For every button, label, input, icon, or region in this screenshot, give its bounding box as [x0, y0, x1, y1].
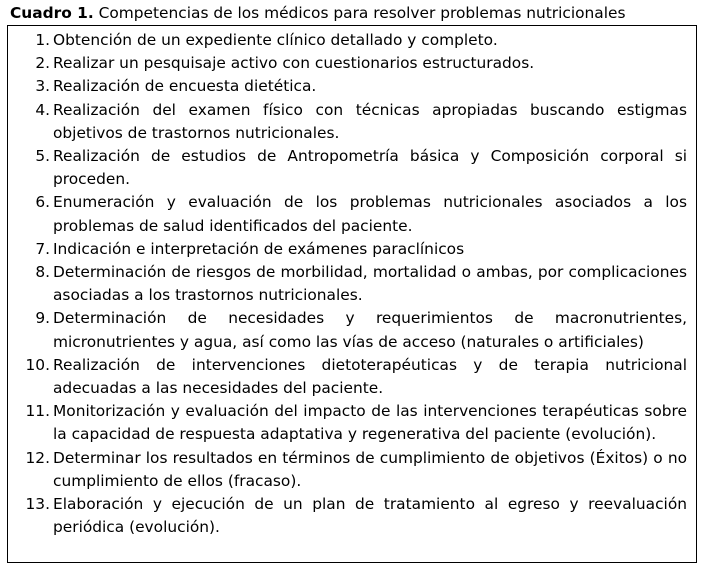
item-text: Realización del examen físico con técnicas apropiadas buscando estigmas objetivos de trastornos nutricionales. — [53, 100, 687, 142]
list-item — [8, 307, 696, 353]
item-number: 11. — [25, 402, 50, 421]
item-text: Indicación e interpretación de exámenes paraclínicos — [53, 239, 465, 258]
item-text: Realizar un pesquisaje activo con cuestionarios estructurados. — [53, 54, 535, 73]
item-text: Determinación de riesgos de morbilidad, mortalidad o ambas, por complicaciones asociadas a los trastornos nutricionales. — [53, 263, 687, 305]
caption-title: Competencias de los médicos para resolver problemas nutricionales — [93, 4, 626, 22]
list-item — [8, 238, 696, 261]
item-text: Monitorización y evaluación del impacto de las intervenciones terapéuticas sobre la capacidad de respuesta adaptativa y regenerativa del paciente (evolución). — [53, 402, 687, 444]
list-item — [8, 400, 696, 446]
item-text: Obtención de un expediente clínico detallado y completo. — [53, 31, 498, 49]
item-text: Determinación de necesidades y requerimientos de macronutrientes, micronutrientes y agua, así como las vías de acceso (naturales o artificiales) — [53, 309, 687, 351]
list-item — [8, 447, 696, 493]
list-item — [8, 354, 696, 400]
list-item — [8, 493, 696, 539]
item-number: 3. — [35, 77, 50, 96]
item-number: 9. — [35, 309, 50, 328]
list-item — [8, 99, 696, 145]
competencies-box — [7, 25, 697, 563]
list-item — [8, 52, 696, 75]
item-text: Elaboración y ejecución de un plan de tratamiento al egreso y reevaluación periódica (evolución). — [53, 495, 687, 537]
table-caption — [10, 3, 625, 23]
list-item — [8, 29, 696, 52]
list-item — [8, 261, 696, 307]
item-number: 4. — [35, 100, 50, 119]
item-number: 7. — [35, 239, 50, 258]
list-item — [8, 75, 696, 98]
item-number: 13. — [25, 495, 50, 514]
item-text: Realización de estudios de Antropometría básica y Composición corporal si proceden. — [53, 147, 687, 189]
list-item — [8, 191, 696, 237]
item-text: Realización de encuesta dietética. — [53, 77, 317, 96]
item-number: 1. — [35, 31, 50, 49]
caption-label: Cuadro 1. — [10, 4, 94, 22]
item-number: 6. — [35, 193, 50, 212]
item-text: Realización de intervenciones dietoterapéuticas y de terapia nutricional adecuadas a las necesidades del paciente. — [53, 355, 687, 398]
item-text: Determinar los resultados en términos de cumplimiento de objetivos (Éxitos) o no cumplimiento de ellos (fracaso). — [53, 448, 687, 490]
item-number: 8. — [35, 263, 50, 282]
competencies-list — [8, 29, 696, 539]
item-number: 12. — [25, 448, 50, 467]
item-number: 2. — [35, 54, 50, 73]
item-number: 5. — [35, 147, 50, 166]
item-number: 10. — [25, 355, 50, 374]
list-item — [8, 145, 696, 191]
item-text: Enumeración y evaluación de los problemas nutricionales asociados a los problemas de salud identificados del paciente. — [53, 193, 687, 235]
